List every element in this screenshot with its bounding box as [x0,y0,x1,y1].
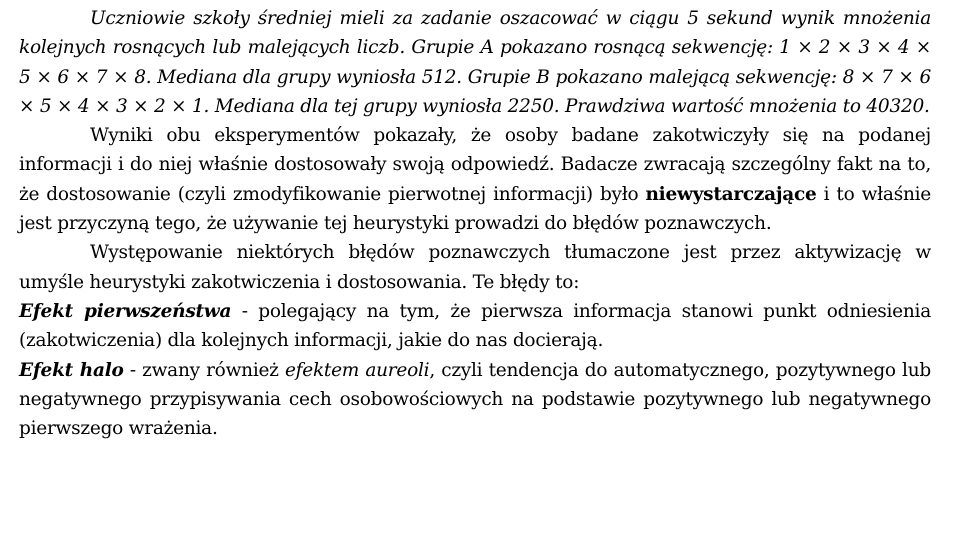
heuristics-intro-paragraph: Występowanie niektórych błędów poznawczych tłumaczone jest przez aktywizację w umyśle heurystyki zakotwiczenia i dostosowania. Te błędy to: [19,242,931,293]
results-emphasis: niewystarczające [645,183,817,205]
results-text-end: i to właśnie jest przyczyną tego, że używanie tej heurystyki prowadzi do błędów poznawczych. [19,183,931,235]
primacy-effect-description: - polegający na tym, że pierwsza informacja stanowi punkt odniesienia (zakotwiczenia) dla kolejnych informacji, jakie do nas docierają. [19,300,931,352]
experiment-description-paragraph: Uczniowie szkoły średniej mieli za zadanie oszacować w ciągu 5 sekund wynik mnożenia kolejnych rosnących lub malejących liczb. Grupie A pokazano rosnącą sekwencję: 1 × 2 × 3 × 4 × 5 × 6 × 7 × 8. Mediana dla grupy wyniosła 512. Grupie B pokazano malejącą sekwencję: 8 × 7 × 6 × 5 × 4 × 3 × 2 × 1. Mediana dla tej grupy wyniosła 2250. Prawdziwa wartość mnożenia to 40320. [19,8,931,117]
halo-effect-description-end: , czyli tendencja do automatycznego, pozytywnego lub negatywnego przypisywania cech osobowościowych na podstawie pozytywnego lub negatywnego pierwszego wrażenia. [19,359,931,440]
halo-effect-term: Efekt halo [19,359,124,381]
document-page [19,4,931,443]
halo-effect-paragraph [19,356,931,444]
primacy-effect-term: Efekt pierwszeństwa [19,300,232,322]
halo-effect-alias: efektem aureoli [284,359,430,381]
results-paragraph [19,121,931,238]
halo-effect-description-start: - zwany również [123,359,285,381]
primacy-effect-paragraph [19,297,931,356]
results-text-start: Wyniki obu eksperymentów pokazały, że osoby badane zakotwiczyły się na podanej informacji i do niej właśnie dostosowały swoją odpowiedź. Badacze zwracają szczególny fakt na to, że dostosowanie (czyli zmodyfikowanie pierwotnej informacji) było [19,125,931,205]
